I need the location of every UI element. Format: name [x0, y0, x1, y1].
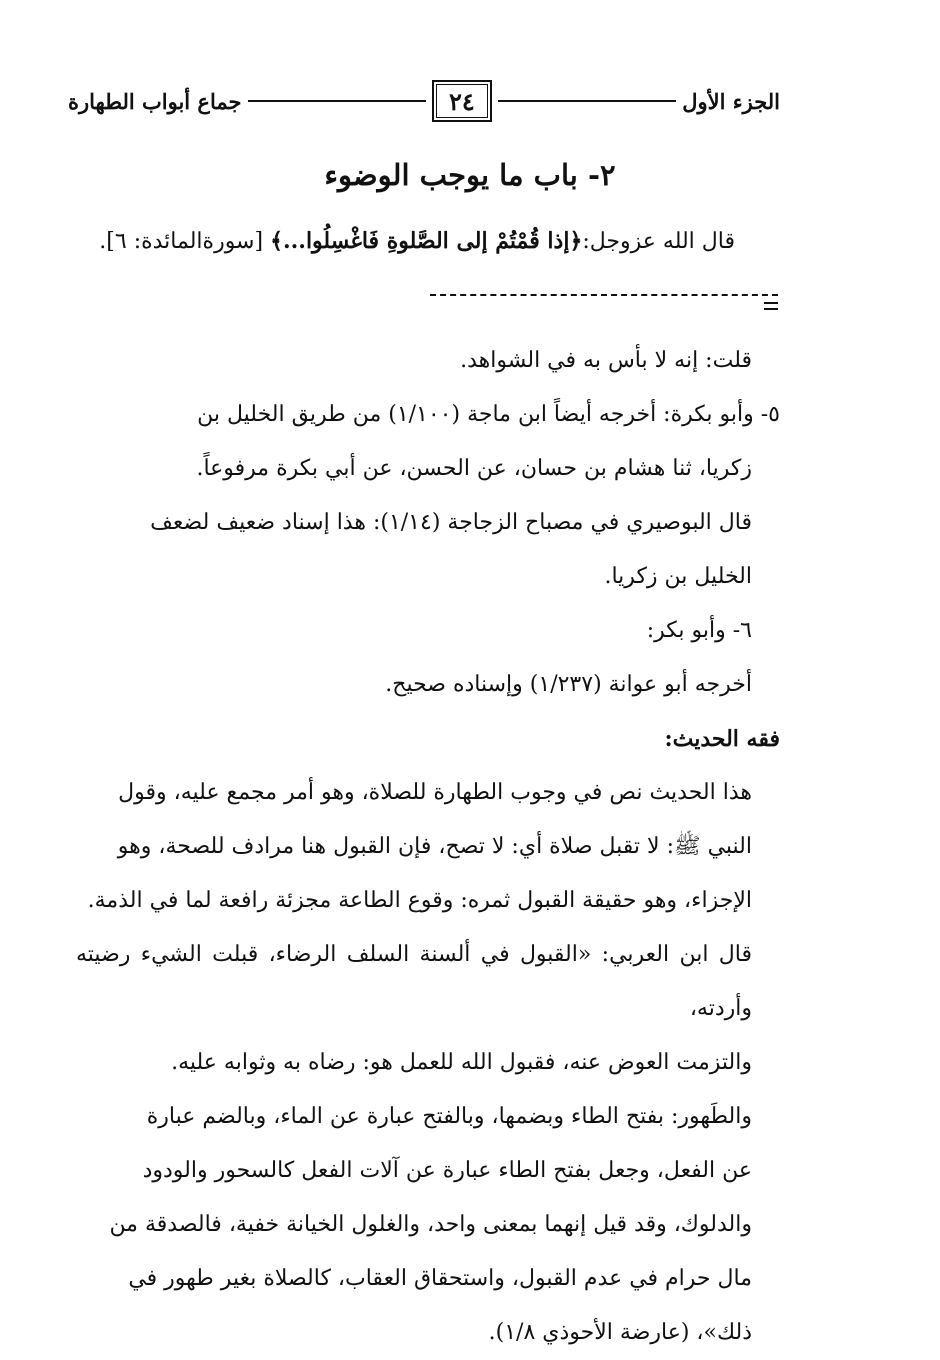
- header-rule-right: [498, 100, 676, 102]
- paragraph: الإجزاء، وهو حقيقة القبول ثمره: وقوع الطاعة مجزئة رافعة لما في الذمة.: [87, 888, 752, 913]
- header-rule-left: [248, 100, 426, 102]
- chapter-title: ٢- باب ما يوجب الوضوء: [324, 158, 616, 192]
- footnote-separator: [430, 288, 778, 310]
- paragraph: ٥- وأبو بكرة: أخرجه أيضاً ابن ماجة (١/١٠٠) من طريق الخليل بن: [197, 402, 780, 427]
- paragraph: زكريا، ثنا هشام بن حسان، عن الحسن، عن أبي بكرة مرفوعاً.: [196, 456, 752, 481]
- running-header: [68, 78, 780, 124]
- quran-citation: [35, 228, 735, 254]
- paragraph: عن الفعل، وجعل بفتح الطاء عبارة عن آلات الفعل كالسحور والودود: [142, 1158, 752, 1183]
- paragraph: أخرجه أبو عوانة (١/٢٣٧) وإسناده صحيح.: [385, 672, 752, 697]
- section-label: جماع أبواب الطهارة: [68, 88, 242, 114]
- quran-ayah: ﴿إذا قُمْتُمْ إلى الصَّلوةِ فَاغْسِلُوا...﴾: [270, 228, 583, 254]
- quran-reference: [سورةالمائدة: ٦].: [99, 229, 271, 254]
- paragraph: مال حرام في عدم القبول، واستحقاق العقاب، كالصلاة بغير طهور في: [128, 1266, 752, 1291]
- separator-mark: [764, 302, 778, 310]
- paragraph: والتزمت العوض عنه، فقبول الله للعمل هو: رضاه به وثوابه عليه.: [171, 1050, 752, 1075]
- section-heading: فقه الحديث:: [664, 726, 780, 752]
- quran-intro: قال الله عزوجل:: [582, 229, 735, 254]
- paragraph: ذلك»، (عارضة الأحوذي ١/٨).: [488, 1320, 752, 1345]
- paragraph: ٦- وأبو بكر:: [646, 618, 752, 643]
- paragraph: هذا الحديث نص في وجوب الطهارة للصلاة، وهو أمر مجمع عليه، وقول: [118, 780, 752, 805]
- volume-label: الجزء الأول: [682, 88, 780, 114]
- paragraph: النبي ﷺ: لا تقبل صلاة أي: لا تصح، فإن القبول هنا مرادف للصحة، وهو: [117, 834, 752, 859]
- page-number: ٢٤: [432, 80, 492, 122]
- paragraph: والدلوك، وقد قيل إنهما بمعنى واحد، والغلول الخيانة خفية، فالصدقة من: [109, 1212, 752, 1237]
- paragraph: قلت: إنه لا بأس به في الشواهد.: [460, 348, 752, 373]
- paragraph: الخليل بن زكريا.: [604, 564, 752, 589]
- separator-dashes: [430, 294, 778, 296]
- paragraph: قال البوصيري في مصباح الزجاجة (١/١٤): هذا إسناد ضعيف لضعف: [150, 510, 752, 535]
- paragraph: والطَهور: بفتح الطاء وبضمها، وبالفتح عبارة عن الماء، وبالضم عبارة: [146, 1104, 752, 1129]
- body-text: [76, 334, 780, 1360]
- paragraph: قال ابن العربي: «القبول في ألسنة السلف الرضاء، قبلت الشيء رضيته وأردته،: [76, 942, 752, 1021]
